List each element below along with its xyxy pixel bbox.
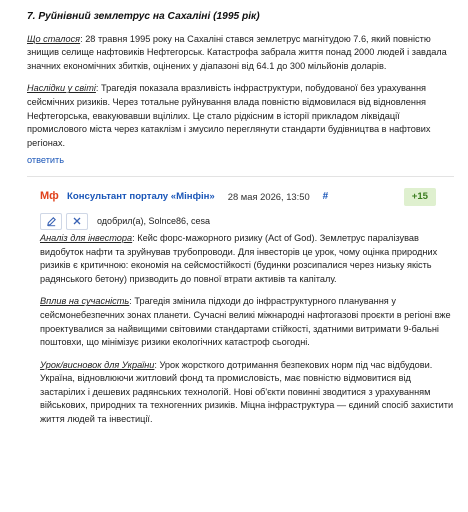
comment-meta xyxy=(40,188,454,206)
impact-label: Вплив на сучасність xyxy=(40,296,130,307)
world-consequences-label: Наслідки у світі xyxy=(27,83,96,94)
comment-tools xyxy=(40,213,454,230)
analysis-paragraph xyxy=(40,232,454,286)
comment xyxy=(27,177,454,427)
comment-date: 28 мая 2026, 13:50 xyxy=(227,191,310,203)
what-happened-label: Що сталося xyxy=(27,33,81,44)
section-title: 7. Руйнівний землетрус на Сахаліні (1995 рік) xyxy=(27,11,260,22)
lesson-label: Урок/висновок для України xyxy=(40,359,155,370)
analysis-label: Аналіз для інвестора xyxy=(40,232,133,243)
comment-author[interactable]: Консультант порталу «Мінфін» xyxy=(67,191,215,203)
impact-text: : Трагедія змінила підходи до інфраструктурного планування у сейсмонебезпечних зонах планети. Сучасні великі міжнародні нафтогазові проєкти в регіоні вже проектувалися за найвищими світовими стандартами стійкості, здатними витримати 9-бальні поштовхи, що мінімізує ризики екологічних катастроф сьогодні. xyxy=(40,296,451,348)
pencil-icon xyxy=(46,216,57,227)
world-consequences-paragraph xyxy=(27,82,454,150)
approved-by: одобрил(а), Solnce86, cesa xyxy=(97,215,211,226)
reply-link[interactable]: ответить xyxy=(27,155,65,166)
world-consequences-text: : Трагедія показала вразливість інфраструктури, побудованої без урахування сейсмічних ризиків. Через тотальне руйнування влада повністю відмовилася від відновлення Нефтегорська, евакуювавши вцілілих. Це стало рідкісним в історії прикладом ліквідації промислового міста через катаклізм і змусило переглянути стандарти будівництва в нафтових регіонах. xyxy=(27,83,431,148)
analysis-text: : Кейс форс-мажорного ризику (Act of God). Землетрус паралізував видобуток нафти та зруйнував трубопроводи. Для інвесторів це урок, чому оцінка природних ризиків є критичною: економія на сейсмостійкості (будинки розсипалися через низьку якість радянського бетону) призводить до повної втрати активів та капіталу. xyxy=(40,232,438,284)
lesson-text: : Урок жорсткого дотримання безпекових норм під час відбудови. Україна, відновлюючи житловий фонд та промисловість, має повністю відмовитися від застарілих і дешевих радянських технологій. Нові об'єкти повинні зводитися з урахуванням військових, природних та техногенних ризиків. Міцна інфраструктура — єдиний спосіб захистити життя людей та інвестиції. xyxy=(40,359,454,425)
permalink[interactable]: # xyxy=(322,191,329,203)
impact-paragraph xyxy=(40,295,454,349)
comment-body xyxy=(40,232,454,427)
minfin-logo: Мф xyxy=(40,190,59,203)
edit-button[interactable] xyxy=(40,213,62,230)
lesson-paragraph xyxy=(40,359,454,427)
delete-button[interactable] xyxy=(66,213,88,230)
what-happened-text: : 28 травня 1995 року на Сахаліні стався землетрус магнітудою 7.6, який повністю знищив селище нафтовиків Нефтегорськ. Катастрофа забрала життя понад 2000 людей і завдала значних економічних збитків, оцінених у діапазоні від 64.1 до 300 мільйонів доларів. xyxy=(27,33,447,71)
close-icon xyxy=(72,216,82,226)
what-happened-paragraph xyxy=(27,33,454,74)
votes-badge[interactable]: +15 xyxy=(404,188,436,206)
